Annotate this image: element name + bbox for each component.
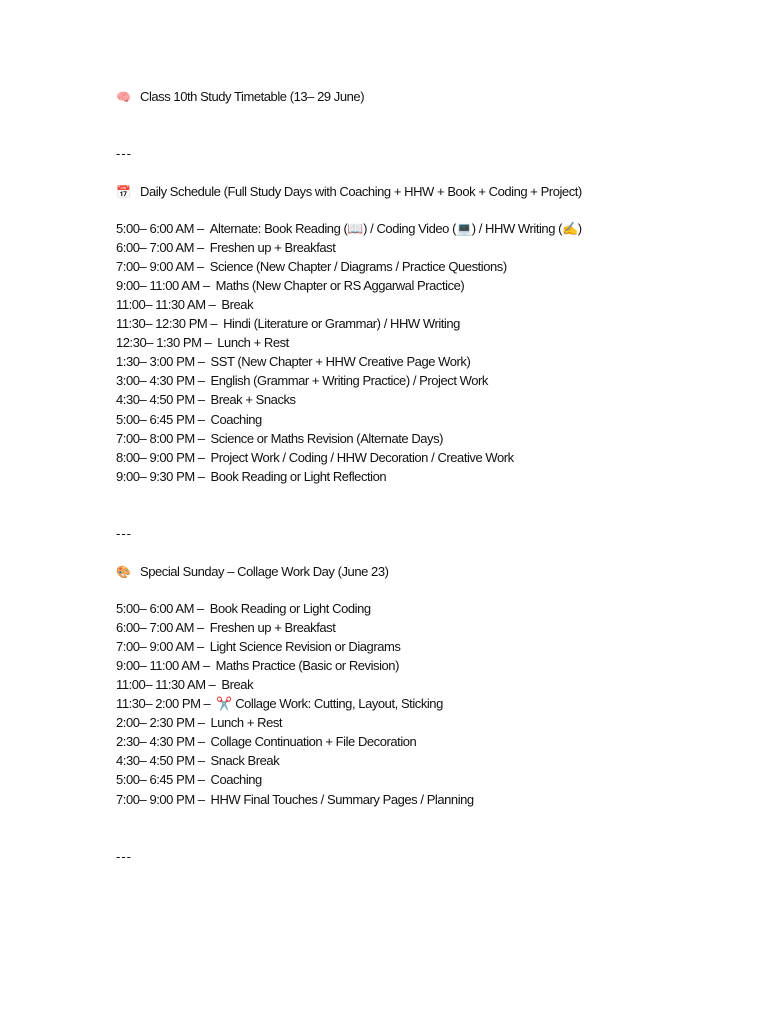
- schedule-row: [116, 316, 460, 332]
- schedule-activity: SST (New Chapter + HHW Creative Page Work): [210, 354, 471, 370]
- schedule-separator: –: [197, 259, 204, 275]
- schedule-time: 3:00– 4:30 PM: [116, 373, 195, 389]
- schedule-row: [116, 620, 335, 636]
- schedule-separator: –: [197, 430, 205, 446]
- schedule-separator: –: [197, 449, 205, 465]
- schedule-time: 4:30– 4:50 PM: [116, 392, 195, 408]
- schedule-time: 5:00– 6:00 AM: [116, 221, 194, 236]
- schedule-row: [116, 715, 282, 731]
- schedule-separator: –: [197, 240, 204, 256]
- schedule-separator: –: [197, 221, 204, 236]
- schedule-activity: Break: [221, 677, 254, 693]
- schedule-activity: Freshen up + Breakfast: [209, 240, 336, 256]
- schedule-row: [116, 658, 399, 674]
- schedule-row: [116, 431, 443, 447]
- schedule-activity: ✂️ Collage Work: Cutting, Layout, Sticking: [216, 696, 443, 712]
- schedule-activity: Book Reading or Light Reflection: [210, 468, 387, 484]
- schedule-separator: –: [203, 696, 211, 712]
- schedule-row: [116, 240, 335, 256]
- schedule-time: 6:00– 7:00 AM: [116, 620, 194, 636]
- schedule-time: 4:30– 4:50 PM: [116, 753, 195, 769]
- divider: ---: [116, 526, 132, 541]
- schedule-separator: –: [197, 601, 204, 616]
- schedule-separator: –: [197, 354, 205, 370]
- schedule-activity: Project Work / Coding / HHW Decoration / Creative Work: [210, 449, 514, 465]
- divider: ---: [116, 849, 132, 864]
- schedule-row: [116, 221, 582, 237]
- daily-schedule-heading: [116, 184, 582, 200]
- schedule-activity: HHW Final Touches / Summary Pages / Planning: [210, 791, 474, 807]
- schedule-activity: Coaching: [210, 772, 262, 788]
- schedule-row: [116, 639, 400, 655]
- schedule-row: [116, 734, 416, 750]
- schedule-separator: –: [197, 373, 205, 389]
- schedule-row: [116, 335, 289, 351]
- schedule-activity: Alternate: Book Reading (📖) / Coding Video (💻) / HHW Writing (✍️): [209, 221, 582, 236]
- schedule-time: 7:00– 9:00 AM: [116, 259, 194, 275]
- schedule-separator: –: [197, 468, 205, 484]
- schedule-activity: Book Reading or Light Coding: [209, 601, 371, 616]
- schedule-separator: –: [197, 734, 205, 750]
- schedule-time: 9:00– 9:30 PM: [116, 468, 195, 484]
- daily-schedule-heading-text: Daily Schedule (Full Study Days with Coaching + HHW + Book + Coding + Project): [140, 184, 582, 199]
- schedule-separator: –: [197, 791, 205, 807]
- schedule-row: [116, 677, 253, 693]
- schedule-separator: –: [202, 278, 210, 294]
- schedule-time: 11:30– 2:00 PM: [116, 696, 201, 712]
- schedule-activity: Break + Snacks: [210, 392, 296, 408]
- schedule-time: 5:00– 6:45 PM: [116, 772, 195, 788]
- schedule-time: 5:00– 6:00 AM: [116, 601, 194, 616]
- schedule-activity: English (Grammar + Writing Practice) / Project Work: [210, 373, 488, 389]
- schedule-row: [116, 601, 371, 617]
- schedule-row: [116, 412, 262, 428]
- document-title-text: Class 10th Study Timetable (13– 29 June): [140, 89, 365, 104]
- schedule-time: 11:00– 11:30 AM: [116, 297, 206, 313]
- schedule-activity: Lunch + Rest: [217, 335, 289, 351]
- schedule-separator: –: [197, 753, 205, 769]
- schedule-row: [116, 354, 470, 370]
- schedule-time: 1:30– 3:00 PM: [116, 354, 195, 370]
- schedule-activity: Maths Practice (Basic or Revision): [215, 658, 399, 674]
- document-title: [116, 89, 364, 105]
- schedule-separator: –: [204, 335, 212, 351]
- schedule-separator: –: [197, 715, 205, 731]
- schedule-time: 5:00– 6:45 PM: [116, 411, 195, 427]
- schedule-separator: –: [208, 297, 216, 313]
- schedule-time: 12:30– 1:30 PM: [116, 335, 202, 351]
- schedule-separator: –: [197, 392, 205, 408]
- schedule-activity: Light Science Revision or Diagrams: [209, 639, 401, 655]
- schedule-separator: –: [210, 316, 218, 332]
- schedule-separator: –: [197, 639, 204, 655]
- schedule-time: 6:00– 7:00 AM: [116, 240, 194, 256]
- schedule-time: 7:00– 9:00 AM: [116, 639, 194, 655]
- schedule-time: 7:00– 8:00 PM: [116, 430, 195, 446]
- schedule-activity: Science (New Chapter / Diagrams / Practice Questions): [209, 259, 507, 275]
- schedule-row: [116, 392, 296, 408]
- schedule-time: 2:00– 2:30 PM: [116, 715, 195, 731]
- schedule-time: 11:30– 12:30 PM: [116, 316, 208, 332]
- schedule-activity: Maths (New Chapter or RS Aggarwal Practice): [215, 278, 465, 294]
- schedule-row: [116, 696, 443, 712]
- schedule-separator: –: [197, 411, 205, 427]
- schedule-separator: –: [208, 677, 216, 693]
- schedule-activity: Freshen up + Breakfast: [209, 620, 336, 636]
- schedule-row: [116, 259, 507, 275]
- schedule-row: [116, 278, 464, 294]
- calendar-icon: 📅: [116, 185, 131, 199]
- schedule-row: [116, 753, 279, 769]
- schedule-row: [116, 772, 262, 788]
- schedule-time: 2:30– 4:30 PM: [116, 734, 195, 750]
- brain-icon: 🧠: [116, 90, 131, 104]
- schedule-time: 7:00– 9:00 PM: [116, 791, 195, 807]
- schedule-time: 9:00– 11:00 AM: [116, 278, 200, 294]
- schedule-separator: –: [197, 772, 205, 788]
- schedule-activity: Hindi (Literature or Grammar) / HHW Writing: [223, 316, 460, 332]
- schedule-separator: –: [197, 620, 204, 636]
- schedule-activity: Break: [221, 297, 254, 313]
- schedule-row: [116, 450, 514, 466]
- sunday-heading-text: Special Sunday – Collage Work Day (June 23): [140, 564, 389, 579]
- schedule-activity: Coaching: [210, 411, 262, 427]
- sunday-heading: [116, 564, 389, 580]
- schedule-row: [116, 469, 386, 485]
- schedule-time: 8:00– 9:00 PM: [116, 449, 195, 465]
- schedule-activity: Lunch + Rest: [210, 715, 283, 731]
- schedule-row: [116, 297, 253, 313]
- schedule-row: [116, 792, 474, 808]
- divider: ---: [116, 146, 132, 161]
- schedule-row: [116, 373, 488, 389]
- schedule-time: 9:00– 11:00 AM: [116, 658, 200, 674]
- schedule-activity: Snack Break: [210, 753, 280, 769]
- schedule-time: 11:00– 11:30 AM: [116, 677, 206, 693]
- schedule-separator: –: [202, 658, 210, 674]
- palette-icon: 🎨: [116, 565, 131, 579]
- schedule-activity: Collage Continuation + File Decoration: [210, 734, 417, 750]
- schedule-activity: Science or Maths Revision (Alternate Days): [210, 430, 444, 446]
